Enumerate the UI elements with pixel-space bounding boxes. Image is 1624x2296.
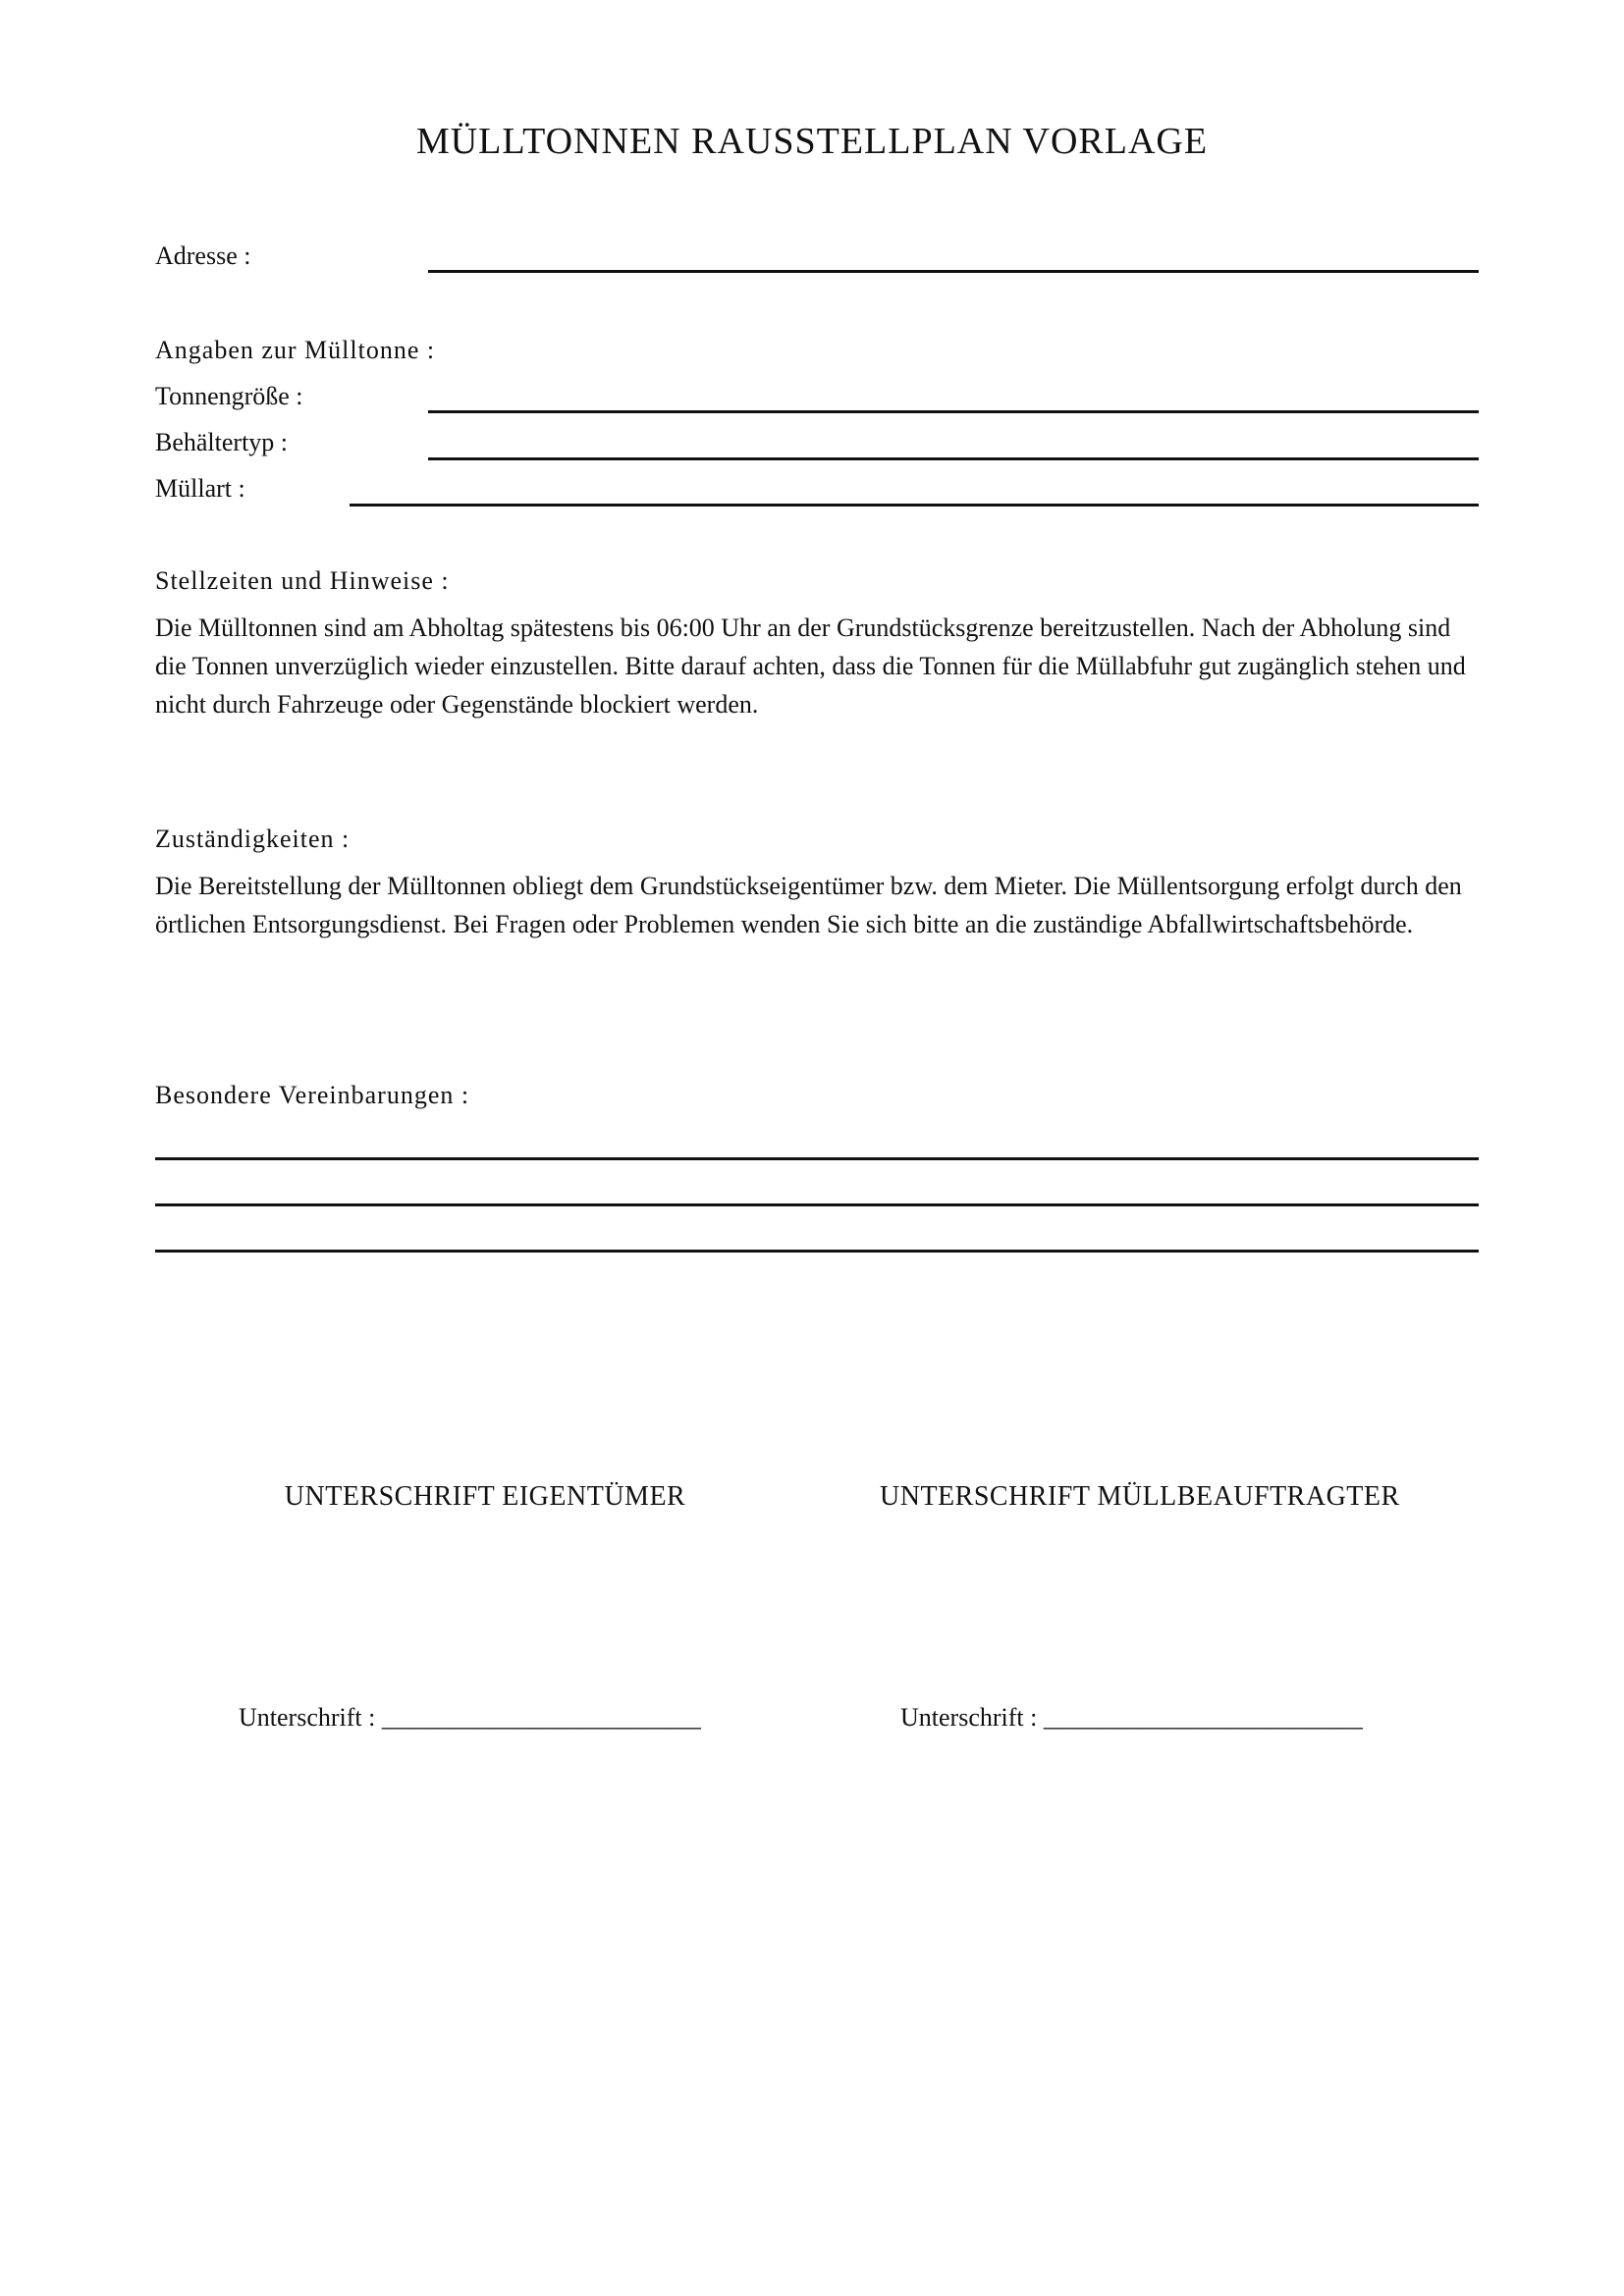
container-type-line[interactable] — [428, 457, 1479, 460]
special-agreements-heading: Besondere Vereinbarungen : — [155, 1081, 470, 1109]
schedule-text: Die Mülltonnen sind am Abholtag spätestens bis 06:00 Uhr an der Grundstücksgrenze bereitzustellen. Nach der Abholung sind die Tonnen unverzüglich wieder einzustellen. Bitte darauf achten, dass die Tonnen für die Müllabfuhr gut zugänglich stehen und nicht durch Fahrzeuge oder Gegenstände blockiert werden. — [155, 614, 1466, 719]
responsibilities-heading: Zuständigkeiten : — [155, 825, 351, 853]
owner-signature-line[interactable]: Unterschrift : _________________________ — [239, 1703, 701, 1732]
address-line[interactable] — [428, 270, 1479, 273]
officer-signature-line[interactable]: Unterschrift : _________________________ — [900, 1703, 1363, 1732]
owner-signature-heading: UNTERSCHRIFT EIGENTÜMER — [284, 1481, 686, 1512]
bin-size-line[interactable] — [428, 410, 1479, 413]
bin-info-heading: Angaben zur Mülltonne : — [155, 336, 436, 364]
container-type-label: Behältertyp : — [155, 428, 289, 456]
responsibilities-text: Die Bereitstellung der Mülltonnen obliegt dem Grundstückseigentümer bzw. dem Mieter. Die Müllentsorgung erfolgt durch den örtlichen Entsorgungsdienst. Bei Fragen oder Problemen wenden Sie sich bitte an die zuständige Abfallwirtschaftsbehörde. — [155, 872, 1462, 938]
special-agreements-line-1[interactable] — [155, 1157, 1479, 1160]
bin-size-label: Tonnengröße : — [155, 382, 303, 410]
waste-type-label: Müllart : — [155, 474, 245, 503]
special-agreements-line-2[interactable] — [155, 1203, 1479, 1206]
officer-signature-heading: UNTERSCHRIFT MÜLLBEAUFTRAGTER — [880, 1481, 1400, 1512]
schedule-heading: Stellzeiten und Hinweise : — [155, 566, 450, 595]
special-agreements-line-3[interactable] — [155, 1250, 1479, 1253]
address-label: Adresse : — [155, 241, 251, 270]
document-title: MÜLLTONNEN RAUSSTELLPLAN VORLAGE — [415, 121, 1209, 162]
waste-type-line[interactable] — [350, 504, 1479, 507]
